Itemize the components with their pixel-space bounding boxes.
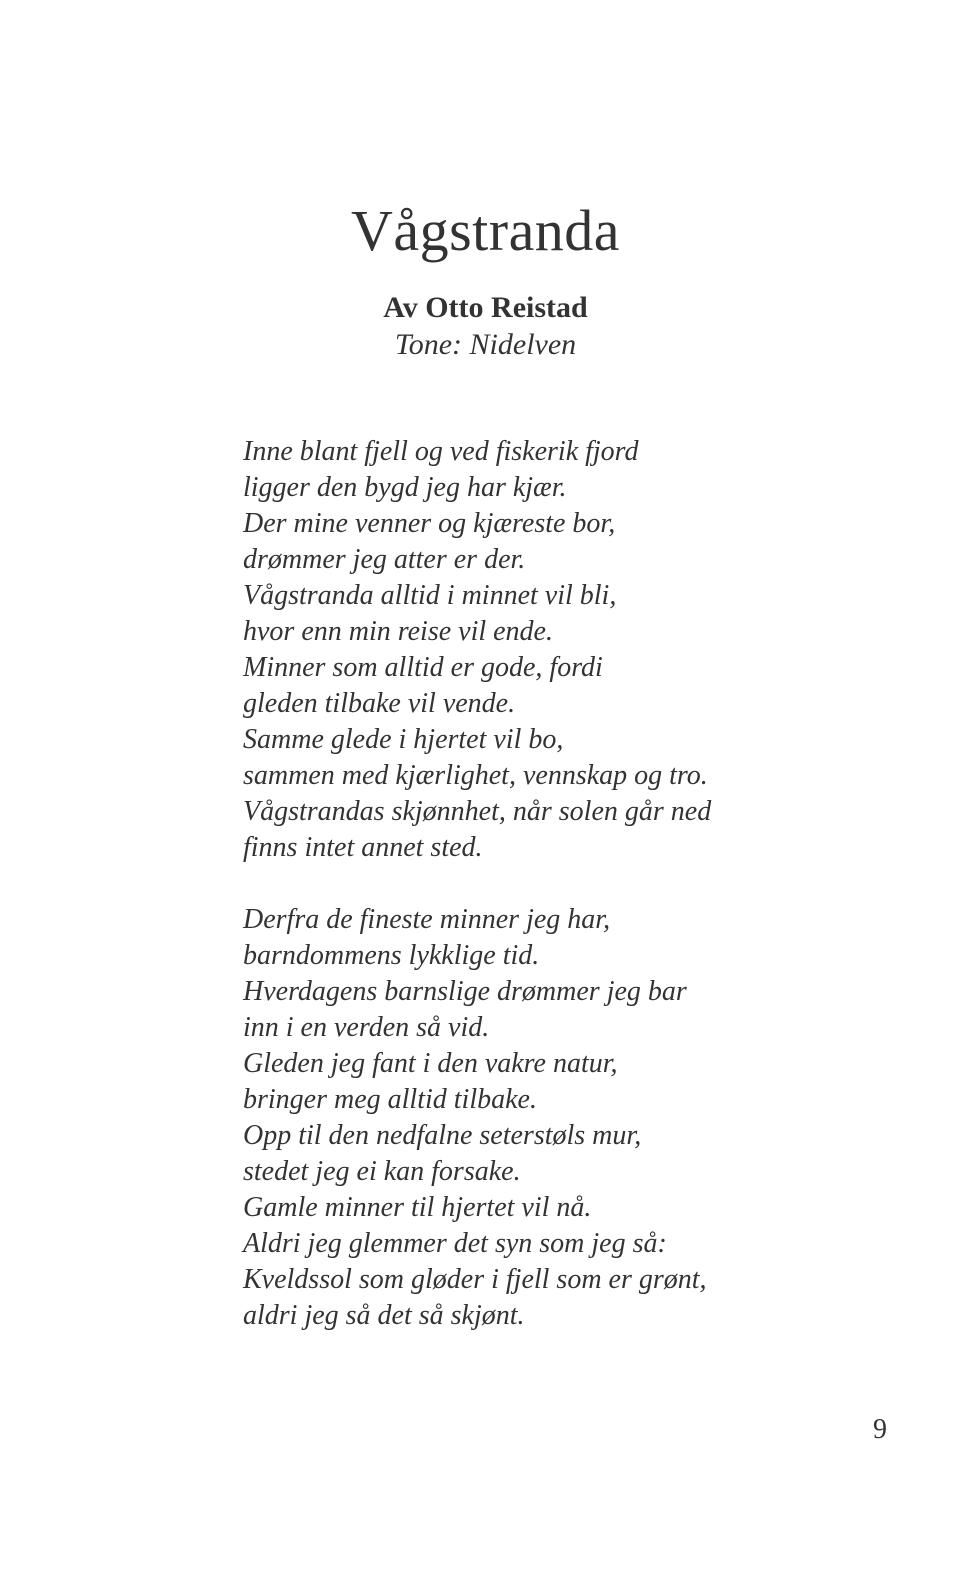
- poem-line: hvor enn min reise vil ende.: [243, 616, 553, 647]
- poem-line: Vågstranda alltid i minnet vil bli,: [243, 580, 617, 611]
- poem-line: Minner som alltid er gode, fordi: [243, 652, 603, 683]
- poem-line: finns intet annet sted.: [243, 832, 483, 863]
- poem-line: sammen med kjærlighet, vennskap og tro.: [243, 760, 708, 791]
- poem-line: barndommens lykklige tid.: [243, 940, 540, 971]
- poem-line: Hverdagens barnslige drømmer jeg bar: [243, 976, 687, 1007]
- poem-line: inn i en verden så vid.: [243, 1012, 490, 1043]
- poem-line: Derfra de fineste minner jeg har,: [243, 904, 611, 935]
- poem-line: aldri jeg så det så skjønt.: [243, 1300, 525, 1331]
- poem-line: Gamle minner til hjertet vil nå.: [243, 1192, 592, 1223]
- poem-line: Inne blant fjell og ved fiskerik fjord: [243, 436, 639, 467]
- poem-line: Kveldssol som gløder i fjell som er grønt,: [243, 1264, 707, 1295]
- page-number: 9: [873, 1414, 887, 1445]
- stanza-1: [243, 434, 803, 866]
- poem-line: Vågstrandas skjønnhet, når solen går ned: [243, 796, 712, 827]
- poem-line: Aldri jeg glemmer det syn som jeg så:: [243, 1228, 667, 1259]
- poem-body: [243, 434, 803, 1370]
- poem-line: Gleden jeg fant i den vakre natur,: [243, 1048, 618, 1079]
- poem-line: gleden tilbake vil vende.: [243, 688, 516, 719]
- poem-author: Av Otto Reistad: [383, 291, 588, 324]
- stanza-2: [243, 902, 803, 1334]
- poem-line: Samme glede i hjertet vil bo,: [243, 724, 564, 755]
- poem-line: bringer meg alltid tilbake.: [243, 1084, 537, 1115]
- poem-line: ligger den bygd jeg har kjær.: [243, 472, 567, 503]
- poem-tone: Tone: Nidelven: [394, 328, 577, 361]
- poem-line: stedet jeg ei kan forsake.: [243, 1156, 521, 1187]
- poem-line: Opp til den nedfalne seterstøls mur,: [243, 1120, 642, 1151]
- poem-line: drømmer jeg atter er der.: [243, 544, 526, 575]
- poem-title: Vågstranda: [350, 198, 621, 263]
- poem-line: Der mine venner og kjæreste bor,: [243, 508, 616, 539]
